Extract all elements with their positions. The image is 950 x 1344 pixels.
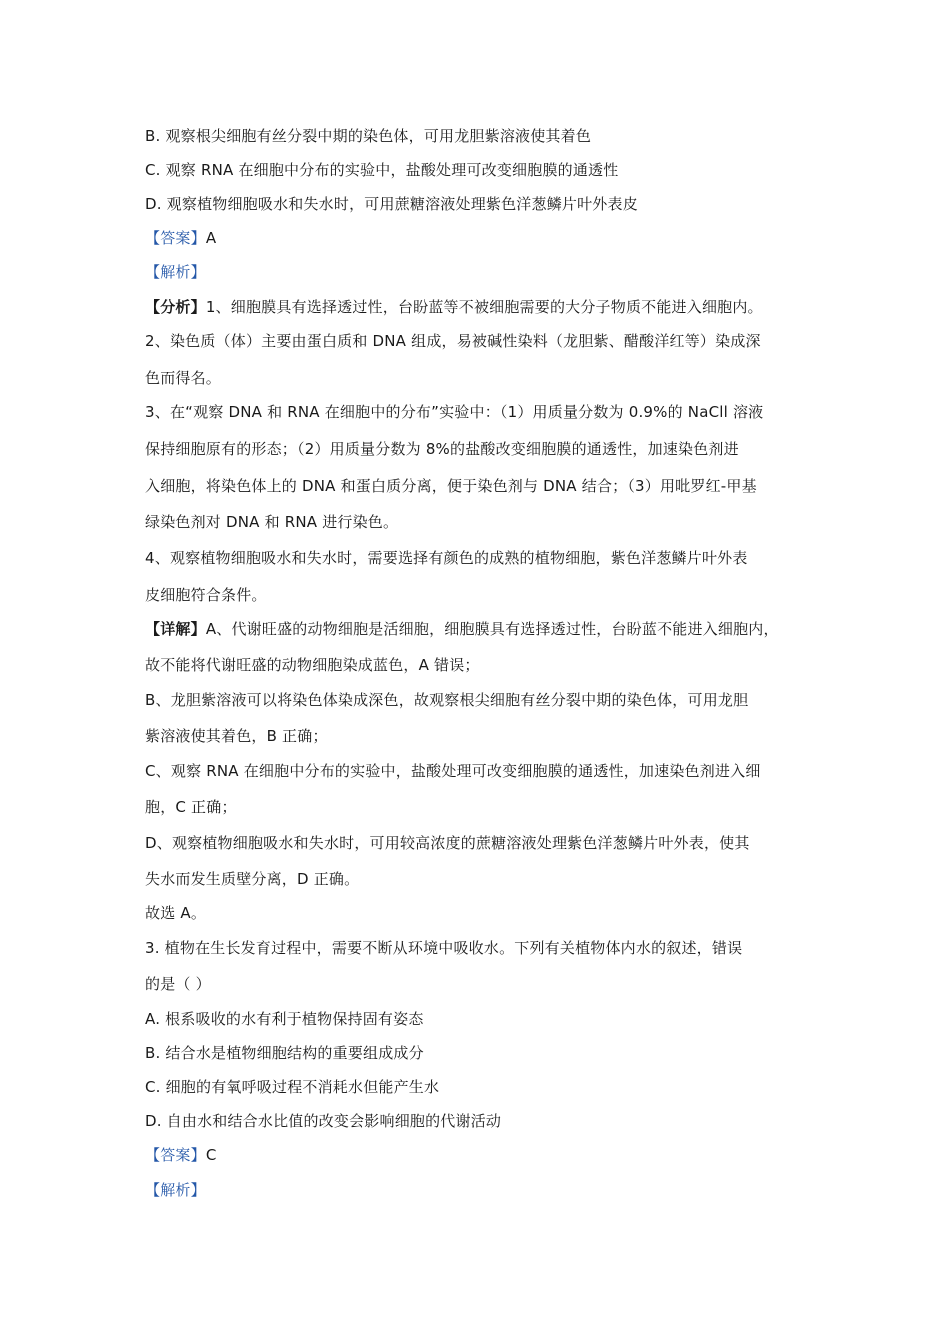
conclusion-line xyxy=(145,903,825,923)
option-d-line xyxy=(145,194,825,214)
line-text: B. 观察根尖细胞有丝分裂中期的染色体，可用龙胆紫溶液使其着色 xyxy=(145,127,592,145)
line-text: 故选 A。 xyxy=(145,904,207,922)
line-text: D. 自由水和结合水比值的改变会影响细胞的代谢活动 xyxy=(145,1112,502,1130)
line-text: A、代谢旺盛的动物细胞是活细胞，细胞膜具有选择透过性，台盼蓝不能进入细胞内， xyxy=(205,620,779,638)
line-text: 色而得名。 xyxy=(145,369,222,387)
analysis-heading xyxy=(145,262,825,282)
analysis-tag: 【解析】 xyxy=(145,263,206,281)
line-text: D、观察植物细胞吸水和失水时，可用较高浓度的蔗糖溶液处理紫色洋葱鳞片叶外表，使其 xyxy=(145,834,750,852)
line-text: C、观察 RNA 在细胞中分布的实验中，盐酸处理可改变细胞膜的通透性，加速染色剂进入细 xyxy=(145,762,761,780)
paragraph-line xyxy=(145,331,825,351)
analysis-heading xyxy=(145,1180,825,1200)
paragraph-line xyxy=(145,797,825,817)
fenxi-line xyxy=(145,297,825,317)
option-b-line xyxy=(145,126,825,146)
paragraph-line xyxy=(145,402,825,422)
option-a-line xyxy=(145,1009,825,1029)
paragraph-line xyxy=(145,726,825,746)
answer-line xyxy=(145,1145,825,1165)
line-text: 故不能将代谢旺盛的动物细胞染成蓝色，A 错误； xyxy=(145,656,480,674)
paragraph-line xyxy=(145,761,825,781)
paragraph-line xyxy=(145,655,825,675)
line-text: 3、在“观察 DNA 和 RNA 在细胞中的分布”实验中：（1）用质量分数为 0.9%的 NaCll 溶液 xyxy=(145,403,764,421)
line-text: A. 根系吸收的水有利于植物保持固有姿态 xyxy=(145,1010,424,1028)
fenxi-tag: 【分析】 xyxy=(145,298,206,316)
xiangjie-tag: 【详解】 xyxy=(145,620,206,638)
line-text: 入细胞，将染色体上的 DNA 和蛋白质分离，便于染色剂与 DNA 结合；（3）用吡罗红-甲基 xyxy=(145,477,757,495)
line-text: 的是（ ） xyxy=(145,975,211,993)
paragraph-line xyxy=(145,476,825,496)
line-text: C. 观察 RNA 在细胞中分布的实验中，盐酸处理可改变细胞膜的通透性 xyxy=(145,161,619,179)
line-text: C. 细胞的有氧呼吸过程不消耗水但能产生水 xyxy=(145,1078,440,1096)
paragraph-line xyxy=(145,869,825,889)
analysis-tag: 【解析】 xyxy=(145,1181,206,1199)
option-b-line xyxy=(145,1043,825,1063)
paragraph-line xyxy=(145,585,825,605)
paragraph-line xyxy=(145,833,825,853)
line-text: 皮细胞符合条件。 xyxy=(145,586,267,604)
line-text: B、龙胆紫溶液可以将染色体染成深色，故观察根尖细胞有丝分裂中期的染色体，可用龙胆 xyxy=(145,691,749,709)
line-text: 4、观察植物细胞吸水和失水时，需要选择有颜色的成熟的植物细胞，紫色洋葱鳞片叶外表 xyxy=(145,549,748,567)
answer-tag: 【答案】 xyxy=(145,229,206,247)
xiangjie-line xyxy=(145,619,825,639)
line-text: 紫溶液使其着色，B 正确； xyxy=(145,727,328,745)
option-c-line xyxy=(145,160,825,180)
paragraph-line xyxy=(145,439,825,459)
option-c-line xyxy=(145,1077,825,1097)
line-text: 3. 植物在生长发育过程中，需要不断从环境中吸收水。下列有关植物体内水的叙述，错误 xyxy=(145,939,743,957)
paragraph-line xyxy=(145,512,825,532)
line-text: 胞，C 正确； xyxy=(145,798,237,816)
line-text: 2、染色质（体）主要由蛋白质和 DNA 组成，易被碱性染料（龙胆紫、醋酸洋红等）染成深 xyxy=(145,332,761,350)
paragraph-line xyxy=(145,548,825,568)
paragraph-line xyxy=(145,690,825,710)
answer-line xyxy=(145,228,825,248)
question-3-stem-cont xyxy=(145,974,825,994)
line-text: 保持细胞原有的形态；（2）用质量分数为 8%的盐酸改变细胞膜的通透性，加速染色剂进 xyxy=(145,440,739,458)
question-3-stem xyxy=(145,938,825,958)
line-text: 绿染色剂对 DNA 和 RNA 进行染色。 xyxy=(145,513,399,531)
answer-value: C xyxy=(205,1146,217,1164)
answer-tag: 【答案】 xyxy=(145,1146,206,1164)
line-text: B. 结合水是植物细胞结构的重要组成成分 xyxy=(145,1044,424,1062)
option-d-line xyxy=(145,1111,825,1131)
line-text: D. 观察植物细胞吸水和失水时，可用蔗糖溶液处理紫色洋葱鳞片叶外表皮 xyxy=(145,195,638,213)
paragraph-line xyxy=(145,368,825,388)
answer-value: A xyxy=(205,229,217,247)
line-text: 1、细胞膜具有选择透过性，台盼蓝等不被细胞需要的大分子物质不能进入细胞内。 xyxy=(205,298,763,316)
line-text: 失水而发生质壁分离，D 正确。 xyxy=(145,870,360,888)
